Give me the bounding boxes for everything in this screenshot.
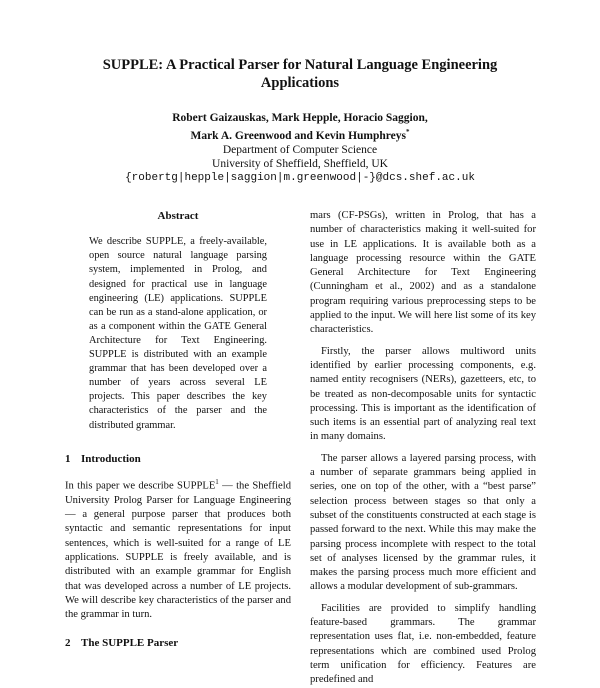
authors-line-1: Robert Gaizauskas, Mark Hepple, Horacio Saggion,: [172, 112, 428, 124]
left-column: [65, 209, 291, 660]
footnote-marker: 1: [215, 477, 219, 486]
paragraph-4: Facilities are provided to simplify handling feature-based grammars. The grammar representation uses flat, i.e. non-embedded, feature representations which are combined used Prolog term unification for efficiency. Features are predefined and: [310, 602, 536, 686]
section-heading-introduction: [65, 452, 291, 466]
authors-line-2-text: Mark A. Greenwood and Kevin Humphreys: [190, 129, 407, 142]
author-names: [100, 111, 500, 143]
intro-text-before: In this paper we describe SUPPLE: [65, 480, 216, 492]
section-title: The SUPPLE Parser: [81, 637, 179, 650]
abstract-text: We describe SUPPLE, a freely-available, open source natural language parsing system, implemented in Prolog, and designed for practical use in language engineering (LE) applications. SUPPLE can be run as a stand-alone application, or as a component within the GATE General Architecture for Text Engineering. SUPPLE is distributed with an example grammar that has been developed over a number of years across several LE projects. This paper describes the key characteristics of the parser and the distributed grammar.: [89, 236, 267, 431]
author-email: {robertg|hepple|saggion|m.greenwood|-}@dcs.shef.ac.uk: [125, 171, 475, 184]
author-block: [100, 111, 500, 185]
paragraph-2: Firstly, the parser allows multiword units identified by earlier processing components, e.g. named entity recognisers (NERs), gazetteers, etc, to be treated as non-decomposable units for syntactic processing. This is important as the identification of such items is an essential part of analyzing real text in many domains.: [310, 345, 536, 443]
department: Department of Computer Science: [222, 143, 378, 156]
section-title: Introduction: [81, 452, 141, 465]
introduction-paragraph: [65, 475, 291, 623]
paragraph-3: The parser allows a layered parsing process, with a number of separate grammars being applied in series, one on top of the other, with a “best parse” selection process between stages so that only a subset of the constituents constructed at each stage is passed forward to the next. While this may make the parsing process incomplete with respect to the total set of analyses licensed by the grammar rules, it makes the parsing process much more efficient and allows a modular development of sub-grammars.: [310, 452, 536, 593]
right-column: [310, 209, 536, 688]
author-marker: *: [406, 128, 410, 136]
abstract-heading: Abstract: [157, 210, 199, 222]
section-heading-parser: [65, 636, 291, 650]
paragraph-1: mars (CF-PSGs), written in Prolog, that has a number of characteristics making it well-suited for use in LE applications. It is available both as a language processing resource within the GATE General Architecture for Text Engineering (Cunningham et al., 2002) and as a standalone program requiring various preprocessing steps to be applied to the input. We will here list some of its key characteristics.: [310, 210, 536, 336]
section-number: 2: [65, 637, 71, 650]
paper-title: SUPPLE: A Practical Parser for Natural Language Engineering Applications: [102, 57, 498, 91]
authors-line-2: [100, 125, 500, 143]
intro-text-after: — the Sheffield University Prolog Parser for Language Engineering — a general purpose parser that produces both syntactic and semantic representations for input sentences, which is well-suited for a range of LE applications. SUPPLE is freely available, and is distributed with an example grammar for English that was developed across a number of LE projects. We will describe key characteristics of the parser and the grammar in turn.: [65, 480, 292, 621]
university: University of Sheffield, Sheffield, UK: [212, 157, 388, 170]
section-number: 1: [65, 452, 71, 465]
